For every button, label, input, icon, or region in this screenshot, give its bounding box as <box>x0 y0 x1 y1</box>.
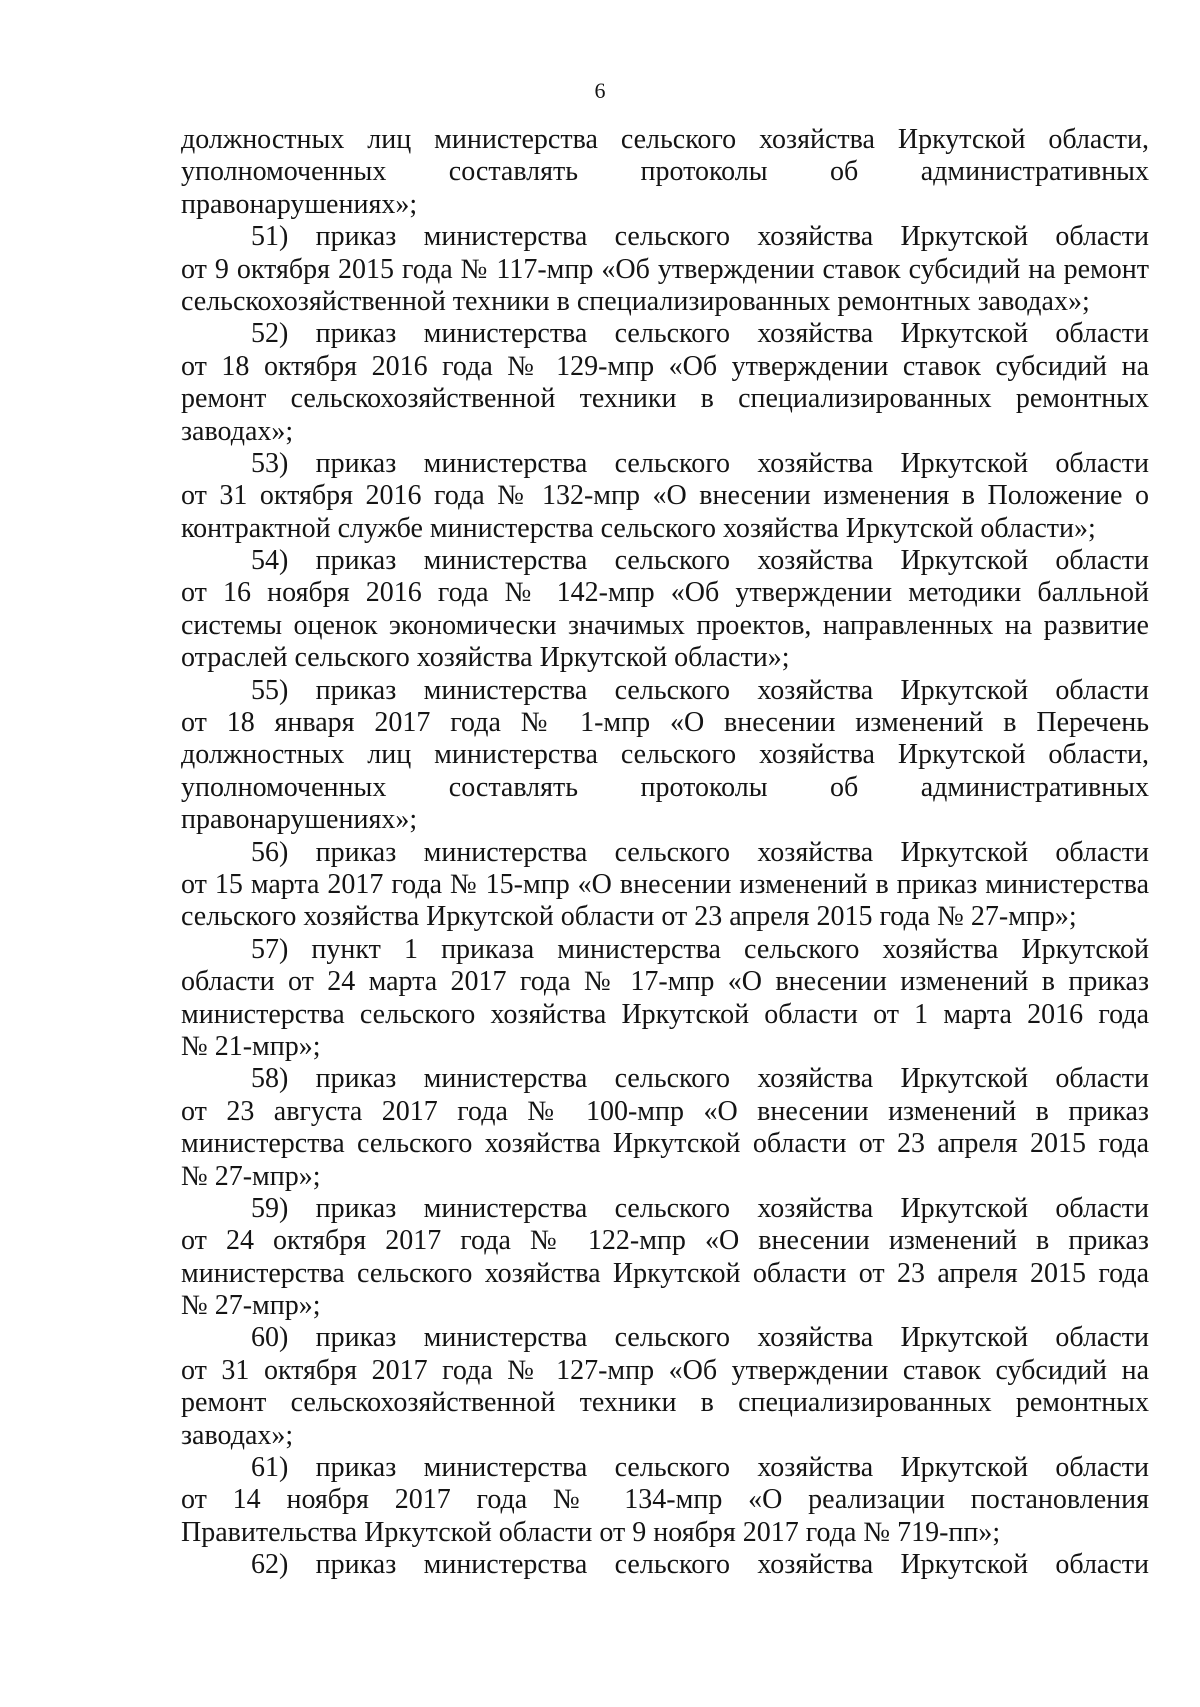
text-line: сельскохозяйственной техники в специализированных ремонтных заводах»; <box>181 285 1090 317</box>
text-line: от 31 октября 2016 года № 132-мпр «О внесении изменения в Положение о <box>181 480 1149 512</box>
text-line: министерства сельского хозяйства Иркутской области от 1 марта 2016 года <box>181 998 1149 1030</box>
text-line: уполномоченных составлять протоколы об административных <box>181 156 1149 188</box>
text-line: 52) приказ министерства сельского хозяйства Иркутской области <box>251 318 1149 350</box>
text-line: правонарушениях»; <box>181 188 418 220</box>
text-line: от 14 ноября 2017 года № 134-мпр «О реализации постановления <box>181 1484 1149 1516</box>
text-line: от 18 января 2017 года № 1-мпр «О внесении изменений в Перечень <box>181 707 1149 739</box>
text-line: 60) приказ министерства сельского хозяйства Иркутской области <box>251 1322 1149 1354</box>
text-line: области от 24 марта 2017 года № 17-мпр «О внесении изменений в приказ <box>181 966 1149 998</box>
text-line: министерства сельского хозяйства Иркутской области от 23 апреля 2015 года <box>181 1257 1149 1289</box>
text-line: сельского хозяйства Иркутской области от 23 апреля 2015 года № 27-мпр»; <box>181 901 1077 933</box>
text-line: 59) приказ министерства сельского хозяйства Иркутской области <box>251 1192 1149 1224</box>
text-line: 56) приказ министерства сельского хозяйства Иркутской области <box>251 836 1149 868</box>
text-line: системы оценок экономически значимых проектов, направленных на развитие <box>181 609 1149 641</box>
text-line: 57) пункт 1 приказа министерства сельского хозяйства Иркутской <box>251 933 1149 965</box>
text-line: 53) приказ министерства сельского хозяйства Иркутской области <box>251 447 1149 479</box>
page-number: 6 <box>594 78 606 103</box>
text-line: ремонт сельскохозяйственной техники в специализированных ремонтных <box>181 1387 1149 1419</box>
text-line: от 18 октября 2016 года № 129-мпр «Об утверждении ставок субсидий на <box>181 350 1149 382</box>
text-line: от 16 ноября 2016 года № 142-мпр «Об утверждении методики балльной <box>181 577 1149 609</box>
text-line: от 15 марта 2017 года № 15-мпр «О внесении изменений в приказ министерства <box>181 868 1149 900</box>
text-line: должностных лиц министерства сельского хозяйства Иркутской области, <box>181 124 1149 155</box>
text-line: должностных лиц министерства сельского хозяйства Иркутской области, <box>181 739 1149 771</box>
text-line: министерства сельского хозяйства Иркутской области от 23 апреля 2015 года <box>181 1128 1149 1160</box>
text-line: № 21-мпр»; <box>181 1030 321 1062</box>
text-line: ремонт сельскохозяйственной техники в специализированных ремонтных <box>181 383 1149 415</box>
text-line: заводах»; <box>181 1419 294 1451</box>
text-line: № 27-мпр»; <box>181 1160 321 1192</box>
text-line: правонарушениях»; <box>181 804 418 836</box>
document-body <box>181 124 1149 1582</box>
text-line: отраслей сельского хозяйства Иркутской области»; <box>181 642 790 674</box>
text-line: заводах»; <box>181 415 294 447</box>
text-line: от 24 октября 2017 года № 122-мпр «О внесении изменений в приказ <box>181 1225 1149 1257</box>
text-line: 58) приказ министерства сельского хозяйства Иркутской области <box>251 1063 1149 1095</box>
text-line: контрактной службе министерства сельского хозяйства Иркутской области»; <box>181 512 1096 544</box>
text-line: № 27-мпр»; <box>181 1290 321 1322</box>
text-line: 54) приказ министерства сельского хозяйства Иркутской области <box>251 545 1149 577</box>
text-line: 55) приказ министерства сельского хозяйства Иркутской области <box>251 674 1149 706</box>
text-line: Правительства Иркутской области от 9 ноября 2017 года № 719-пп»; <box>181 1516 1001 1548</box>
text-line: от 31 октября 2017 года № 127-мпр «Об утверждении ставок субсидий на <box>181 1354 1149 1386</box>
text-line: уполномоченных составлять протоколы об административных <box>181 771 1149 803</box>
text-line: от 9 октября 2015 года № 117-мпр «Об утверждении ставок субсидий на ремонт <box>181 253 1149 285</box>
text-line: от 23 августа 2017 года № 100-мпр «О внесении изменений в приказ <box>181 1095 1149 1127</box>
text-line: 51) приказ министерства сельского хозяйства Иркутской области <box>251 221 1149 253</box>
text-line: 62) приказ министерства сельского хозяйства Иркутской области <box>251 1549 1149 1581</box>
text-line: 61) приказ министерства сельского хозяйства Иркутской области <box>251 1452 1149 1484</box>
